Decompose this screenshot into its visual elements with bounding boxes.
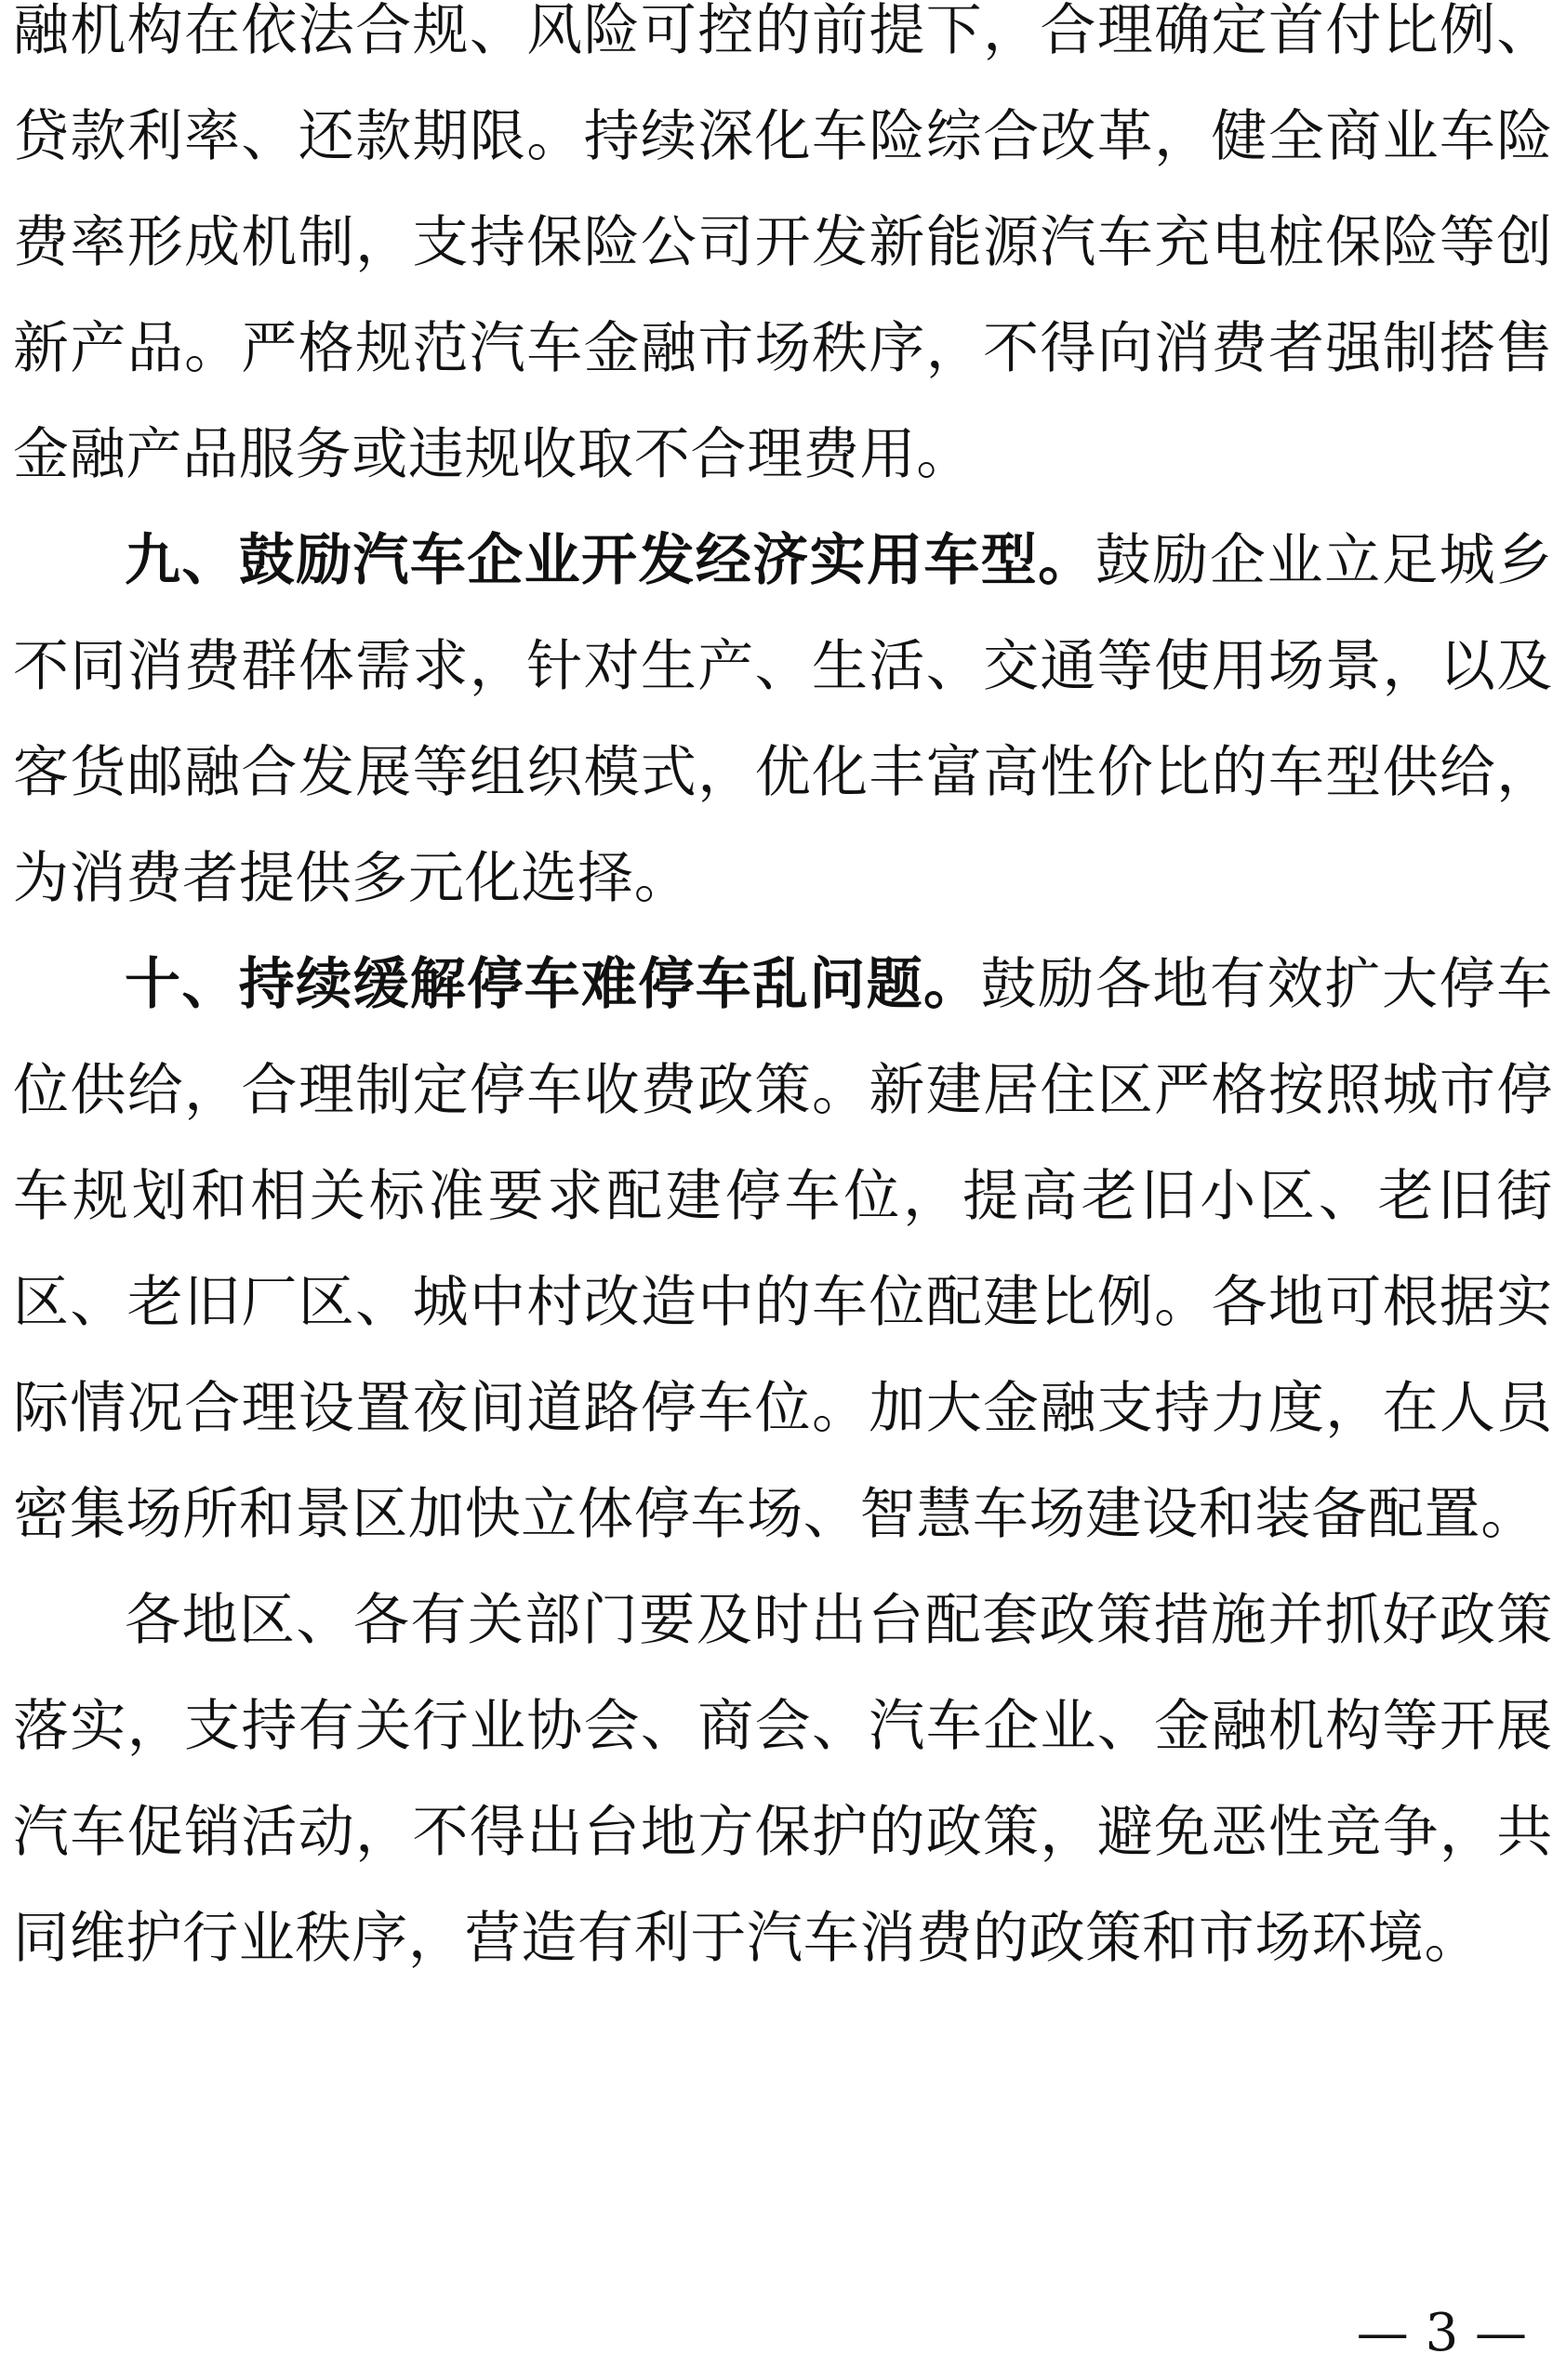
page-number: — 3 —	[1356, 2303, 1527, 2363]
paragraph-text: 鼓励企业立足城乡不同消费群体需求，针对生产、生活、交通等使用场景，以及客货邮融合发展等组织模式，优化丰富高性价比的车型供给，为消费者提供多元化选择。	[13, 528, 1553, 911]
paragraph-section-9	[13, 508, 1553, 932]
paragraph-text: 融机构在依法合规、风险可控的前提下，合理确定首付比例、贷款利率、还款期限。持续深化车险综合改革，健全商业车险费率形成机制，支持保险公司开发新能源汽车充电桩保险等创新产品。严格规范汽车金融市场秩序，不得向消费者强制搭售金融产品服务或违规收取不合理费用。	[13, 0, 1553, 487]
paragraph-closing	[13, 1567, 1553, 1991]
paragraph-continuation	[13, 0, 1553, 508]
paragraph-text: 鼓励各地有效扩大停车位供给，合理制定停车收费政策。新建居住区严格按照城市停车规划和相关标准要求配建停车位，提高老旧小区、老旧街区、老旧厂区、城中村改造中的车位配建比例。各地可根据实际情况合理设置夜间道路停车位。加大金融支持力度，在人员密集场所和景区加快立体停车场、智慧车场建设和装备配置。	[13, 952, 1553, 1547]
section-heading: 十、持续缓解停车难停车乱问题。	[125, 952, 981, 1017]
paragraph-text: 各地区、各有关部门要及时出台配套政策措施并抓好政策落实，支持有关行业协会、商会、汽车企业、金融机构等开展汽车促销活动，不得出台地方保护的政策，避免恶性竞争，共同维护行业秩序，营造有利于汽车消费的政策和市场环境。	[13, 1588, 1553, 1971]
section-heading: 九、鼓励汽车企业开发经济实用车型。	[125, 528, 1095, 593]
paragraph-section-10	[13, 932, 1553, 1567]
